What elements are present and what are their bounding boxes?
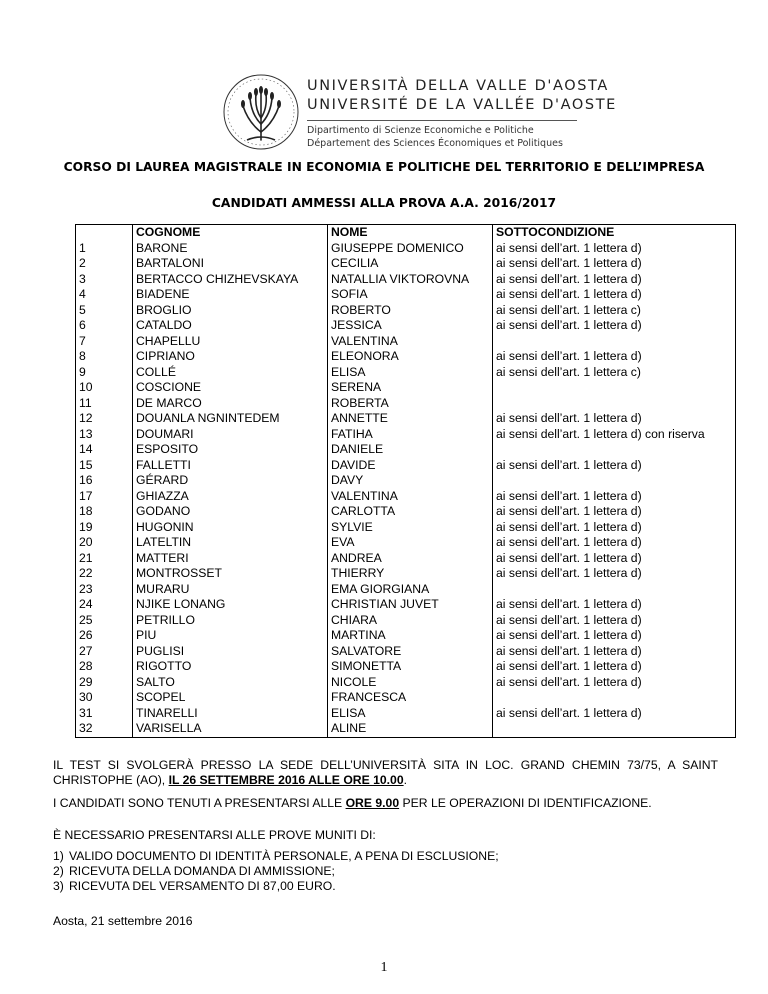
cell-row-number: 24 [76, 597, 133, 613]
table-row [76, 458, 736, 474]
cell-first-name: CECILIA [328, 256, 493, 272]
cell-surname: TINARELLI [133, 706, 328, 722]
cell-surname: NJIKE LONANG [133, 597, 328, 613]
table-row [76, 551, 736, 567]
cell-row-number: 23 [76, 582, 133, 598]
identification-text-start: I CANDIDATI SONO TENUTI A PRESENTARSI ALLE [53, 796, 346, 810]
cell-condition: ai sensi dell’art. 1 lettera d) [493, 349, 736, 365]
header-condition: SOTTOCONDIZIONE [493, 225, 736, 241]
table-header-row [76, 225, 736, 241]
university-tree-logo-icon [221, 72, 301, 152]
cell-surname: CHAPELLU [133, 334, 328, 350]
table-row [76, 628, 736, 644]
cell-first-name: CHIARA [328, 613, 493, 629]
cell-surname: RIGOTTO [133, 659, 328, 675]
cell-first-name: FATIHA [328, 427, 493, 443]
cell-row-number: 7 [76, 334, 133, 350]
test-location-text: IL TEST SI SVOLGERÀ PRESSO LA SEDE DELL’UNIVERSITÀ SITA IN LOC. GRAND CHEMIN 73/75, A SAINT CHRISTOPHE (AO), [53, 758, 718, 787]
list-item-number: 1) [53, 849, 64, 863]
cell-condition: ai sensi dell’art. 1 lettera d) [493, 241, 736, 257]
cell-row-number: 8 [76, 349, 133, 365]
cell-first-name: ROBERTA [328, 396, 493, 412]
cell-surname: VARISELLA [133, 721, 328, 737]
cell-row-number: 18 [76, 504, 133, 520]
cell-surname: BROGLIO [133, 303, 328, 319]
cell-condition: ai sensi dell’art. 1 lettera d) [493, 489, 736, 505]
cell-surname: COLLÉ [133, 365, 328, 381]
cell-row-number: 31 [76, 706, 133, 722]
cell-first-name: SERENA [328, 380, 493, 396]
table-row [76, 520, 736, 536]
table-row [76, 349, 736, 365]
cell-surname: PIU [133, 628, 328, 644]
university-name-french: UNIVERSITÉ DE LA VALLÉE D'AOSTE [307, 97, 617, 113]
cell-row-number: 26 [76, 628, 133, 644]
table-row [76, 256, 736, 272]
cell-first-name: NICOLE [328, 675, 493, 691]
cell-condition: ai sensi dell’art. 1 lettera d) [493, 504, 736, 520]
cell-row-number: 29 [76, 675, 133, 691]
cell-surname: ESPOSITO [133, 442, 328, 458]
department-name-french: Département des Sciences Économiques et Politiques [307, 138, 563, 149]
cell-row-number: 2 [76, 256, 133, 272]
cell-condition: ai sensi dell’art. 1 lettera d) [493, 287, 736, 303]
cell-first-name: THIERRY [328, 566, 493, 582]
table-row [76, 380, 736, 396]
cell-row-number: 13 [76, 427, 133, 443]
cell-row-number: 22 [76, 566, 133, 582]
cell-surname: SALTO [133, 675, 328, 691]
cell-first-name: CARLOTTA [328, 504, 493, 520]
admitted-list-title: CANDIDATI AMMESSI ALLA PROVA A.A. 2016/2017 [211, 196, 557, 210]
cell-surname: SCOPEL [133, 690, 328, 706]
cell-surname: GODANO [133, 504, 328, 520]
cell-row-number: 27 [76, 644, 133, 660]
cell-condition: ai sensi dell’art. 1 lettera d) [493, 272, 736, 288]
cell-row-number: 5 [76, 303, 133, 319]
cell-row-number: 4 [76, 287, 133, 303]
cell-row-number: 15 [76, 458, 133, 474]
cell-condition: ai sensi dell’art. 1 lettera d) [493, 613, 736, 629]
identification-notice [53, 796, 718, 811]
place-and-date: Aosta, 21 settembre 2016 [53, 914, 193, 928]
list-item [53, 864, 718, 879]
cell-surname: PUGLISI [133, 644, 328, 660]
list-item-number: 2) [53, 864, 64, 878]
cell-condition: ai sensi dell’art. 1 lettera d) [493, 706, 736, 722]
table-row [76, 427, 736, 443]
cell-first-name: ALINE [328, 721, 493, 737]
identification-text-end: PER LE OPERAZIONI DI IDENTIFICAZIONE. [399, 796, 652, 810]
cell-first-name: DANIELE [328, 442, 493, 458]
cell-row-number: 20 [76, 535, 133, 551]
cell-surname: CIPRIANO [133, 349, 328, 365]
cell-first-name: ELISA [328, 706, 493, 722]
cell-first-name: DAVIDE [328, 458, 493, 474]
cell-row-number: 25 [76, 613, 133, 629]
cell-surname: DE MARCO [133, 396, 328, 412]
cell-row-number: 17 [76, 489, 133, 505]
cell-first-name: VALENTINA [328, 334, 493, 350]
cell-row-number: 21 [76, 551, 133, 567]
course-title: CORSO DI LAUREA MAGISTRALE IN ECONOMIA E POLITICHE DEL TERRITORIO E DELL’IMPRESA [63, 160, 705, 174]
cell-condition [493, 334, 736, 350]
cell-surname: MURARU [133, 582, 328, 598]
cell-first-name: JESSICA [328, 318, 493, 334]
table-row [76, 613, 736, 629]
cell-surname: DOUANLA NGNINTEDEM [133, 411, 328, 427]
table-row [76, 334, 736, 350]
cell-row-number: 1 [76, 241, 133, 257]
cell-condition: ai sensi dell’art. 1 lettera d) [493, 551, 736, 567]
table-row [76, 566, 736, 582]
table-row [76, 411, 736, 427]
cell-condition [493, 396, 736, 412]
candidates-table [75, 224, 736, 738]
cell-first-name: VALENTINA [328, 489, 493, 505]
cell-condition [493, 690, 736, 706]
cell-condition [493, 473, 736, 489]
cell-surname: BARONE [133, 241, 328, 257]
cell-condition: ai sensi dell’art. 1 lettera c) [493, 303, 736, 319]
cell-condition [493, 582, 736, 598]
cell-row-number: 6 [76, 318, 133, 334]
page-number: 1 [380, 960, 388, 975]
cell-condition: ai sensi dell’art. 1 lettera d) [493, 411, 736, 427]
cell-surname: BERTACCO CHIZHEVSKAYA [133, 272, 328, 288]
table-row [76, 644, 736, 660]
table-row [76, 303, 736, 319]
cell-row-number: 32 [76, 721, 133, 737]
list-item [53, 849, 718, 864]
table-row [76, 675, 736, 691]
cell-surname: PETRILLO [133, 613, 328, 629]
cell-surname: CATALDO [133, 318, 328, 334]
cell-condition [493, 721, 736, 737]
cell-surname: DOUMARI [133, 427, 328, 443]
header-divider [307, 120, 577, 121]
list-item-text: RICEVUTA DEL VERSAMENTO DI 87,00 EURO. [69, 879, 336, 893]
cell-surname: COSCIONE [133, 380, 328, 396]
table-row [76, 287, 736, 303]
required-documents-list [53, 849, 718, 894]
required-documents-heading: È NECESSARIO PRESENTARSI ALLE PROVE MUNITI DI: [53, 828, 376, 842]
cell-first-name: SOFIA [328, 287, 493, 303]
cell-row-number: 12 [76, 411, 133, 427]
cell-first-name: FRANCESCA [328, 690, 493, 706]
cell-row-number: 11 [76, 396, 133, 412]
cell-first-name: MARTINA [328, 628, 493, 644]
table-row [76, 706, 736, 722]
cell-condition [493, 380, 736, 396]
cell-first-name: SALVATORE [328, 644, 493, 660]
cell-condition: ai sensi dell’art. 1 lettera d) [493, 566, 736, 582]
cell-condition: ai sensi dell’art. 1 lettera d) [493, 675, 736, 691]
table-row [76, 442, 736, 458]
cell-row-number: 30 [76, 690, 133, 706]
cell-condition: ai sensi dell’art. 1 lettera d) [493, 659, 736, 675]
test-notice-end: . [403, 773, 407, 787]
table-row [76, 535, 736, 551]
cell-row-number: 19 [76, 520, 133, 536]
table-row [76, 504, 736, 520]
table-row [76, 241, 736, 257]
cell-surname: GÉRARD [133, 473, 328, 489]
cell-row-number: 3 [76, 272, 133, 288]
cell-surname: LATELTIN [133, 535, 328, 551]
table-row [76, 597, 736, 613]
cell-condition: ai sensi dell’art. 1 lettera d) [493, 644, 736, 660]
letterhead [221, 72, 617, 152]
cell-row-number: 9 [76, 365, 133, 381]
cell-surname: MATTERI [133, 551, 328, 567]
test-location-notice [53, 758, 718, 788]
department-name-italian: Dipartimento di Scienze Economiche e Politiche [307, 125, 534, 136]
cell-row-number: 28 [76, 659, 133, 675]
table-row [76, 582, 736, 598]
cell-surname: GHIAZZA [133, 489, 328, 505]
cell-first-name: CHRISTIAN JUVET [328, 597, 493, 613]
notes-section [53, 758, 718, 929]
table-row [76, 721, 736, 737]
cell-row-number: 10 [76, 380, 133, 396]
table-row [76, 272, 736, 288]
cell-first-name: GIUSEPPE DOMENICO [328, 241, 493, 257]
cell-first-name: DAVY [328, 473, 493, 489]
list-item-text: VALIDO DOCUMENTO DI IDENTITÀ PERSONALE, A PENA DI ESCLUSIONE; [69, 849, 499, 863]
cell-surname: HUGONIN [133, 520, 328, 536]
cell-first-name: EMA GIORGIANA [328, 582, 493, 598]
cell-first-name: SYLVIE [328, 520, 493, 536]
cell-condition: ai sensi dell’art. 1 lettera d) [493, 535, 736, 551]
table-row [76, 473, 736, 489]
cell-surname: MONTROSSET [133, 566, 328, 582]
cell-first-name: ANNETTE [328, 411, 493, 427]
cell-condition: ai sensi dell’art. 1 lettera d) [493, 318, 736, 334]
cell-first-name: NATALLIA VIKTOROVNA [328, 272, 493, 288]
cell-row-number: 16 [76, 473, 133, 489]
table-row [76, 365, 736, 381]
candidates-table-body [76, 241, 736, 738]
list-item-number: 3) [53, 879, 64, 893]
table-row [76, 659, 736, 675]
cell-row-number: 14 [76, 442, 133, 458]
table-row [76, 690, 736, 706]
cell-condition: ai sensi dell’art. 1 lettera d) [493, 458, 736, 474]
cell-first-name: EVA [328, 535, 493, 551]
header-number [76, 225, 133, 241]
cell-condition: ai sensi dell’art. 1 lettera c) [493, 365, 736, 381]
cell-first-name: ANDREA [328, 551, 493, 567]
header-surname: COGNOME [133, 225, 328, 241]
table-row [76, 396, 736, 412]
cell-first-name: ELISA [328, 365, 493, 381]
header-first-name: NOME [328, 225, 493, 241]
cell-condition: ai sensi dell’art. 1 lettera d) [493, 628, 736, 644]
cell-surname: BIADENE [133, 287, 328, 303]
cell-condition [493, 442, 736, 458]
cell-first-name: ROBERTO [328, 303, 493, 319]
cell-first-name: SIMONETTA [328, 659, 493, 675]
cell-condition: ai sensi dell’art. 1 lettera d) con riserva [493, 427, 736, 443]
test-date-time: IL 26 SETTEMBRE 2016 ALLE ORE 10.00 [168, 773, 404, 787]
cell-surname: FALLETTI [133, 458, 328, 474]
table-row [76, 318, 736, 334]
list-item [53, 879, 718, 894]
identification-time: ORE 9.00 [345, 796, 400, 810]
table-row [76, 489, 736, 505]
cell-condition: ai sensi dell’art. 1 lettera d) [493, 256, 736, 272]
list-item-text: RICEVUTA DELLA DOMANDA DI AMMISSIONE; [69, 864, 335, 878]
cell-condition: ai sensi dell’art. 1 lettera d) [493, 597, 736, 613]
cell-condition: ai sensi dell’art. 1 lettera d) [493, 520, 736, 536]
cell-surname: BARTALONI [133, 256, 328, 272]
cell-first-name: ELEONORA [328, 349, 493, 365]
university-name-italian: UNIVERSITÀ DELLA VALLE D'AOSTA [307, 78, 609, 94]
